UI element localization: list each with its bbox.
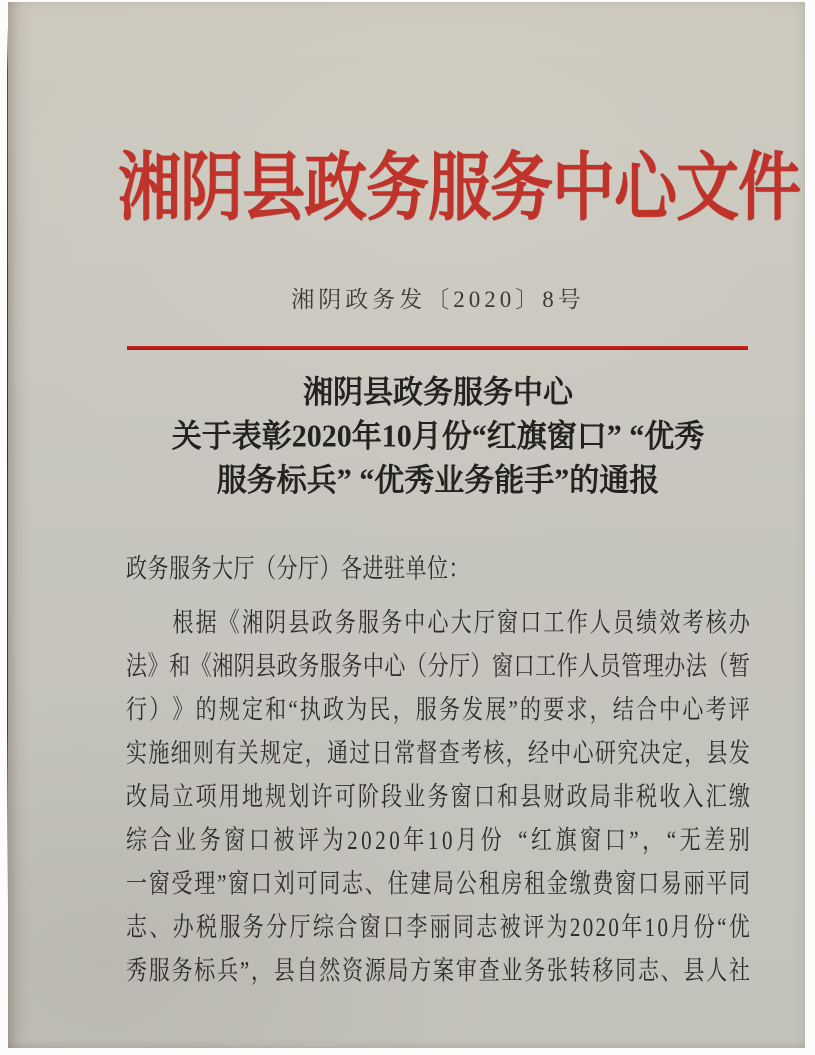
red-letterhead-title: 湘阴县政务服务中心文件 (118, 146, 800, 230)
red-divider-rule (127, 346, 748, 350)
body-line: 行 ） 》 的 规 定 和 “ 执 政 为 民 ， 服 务 发 展 ” 的 要 求 ， 结 合 中 心 考 评 (126, 694, 750, 725)
document-body (126, 547, 750, 992)
body-line: 实 施 细 则 有 关 规 定 ， 通 过 日 常 督 查 考 核 ， 经 中 心 研 究 决 定 ， 县 发 (126, 737, 750, 769)
document-title (118, 371, 758, 503)
title-line-2: 关于表彰2020年10月份“红旗窗口” “优秀 (171, 419, 705, 454)
body-line: 改 局 立 项 用 地 规 划 许 可 阶 段 业 务 窗 口 和 县 财 政 局 非 税 收 入 汇 缴 (126, 781, 750, 812)
body-line: 志 、 办 税 服 务 分 厅 综 合 窗 口 李 丽 同 志 被 评 为 2 0 2 0 年 1 0 月 份 “ 优 (126, 911, 750, 943)
body-line: 根 据 《 湘 阴 县 政 务 服 务 中 心 大 厅 窗 口 工 作 人 员 绩 效 考 核 办 (172, 607, 750, 638)
body-line: 法 》 和 《 湘 阴 县 政 务 服 务 中 心 （ 分 厅 ） 窗 口 工 作 人 员 管 理 办 法 （ 暂 (126, 650, 750, 682)
title-line-3: 服务标兵” “优秀业务能手”的通报 (216, 463, 660, 499)
body-line: 秀 服 务 标 兵 ” ， 县 自 然 资 源 局 方 案 审 查 业 务 张 转 移 同 志 、 县 人 社 (126, 955, 750, 987)
paper-sheet (8, 2, 805, 1048)
salutation-line: 政务服务大厅（分厅）各进驻单位： (126, 553, 470, 585)
body-line: 一 窗 受 理 ” 窗 口 刘 可 同 志 、 住 建 局 公 租 房 租 金 缴 费 窗 口 易 丽 平 同 (126, 868, 750, 899)
body-line: 综 合 业 务 窗 口 被 评 为 2 0 2 0 年 1 0 月 份 “ 红 旗 窗 口 ” ， “ 无 差 别 (126, 824, 750, 856)
document-content (118, 2, 800, 1048)
body-paragraph (126, 601, 750, 993)
title-line-1: 湘阴县政务服务中心 (303, 375, 573, 410)
document-number: 湘阴政务发〔2020〕8号 (291, 287, 585, 312)
